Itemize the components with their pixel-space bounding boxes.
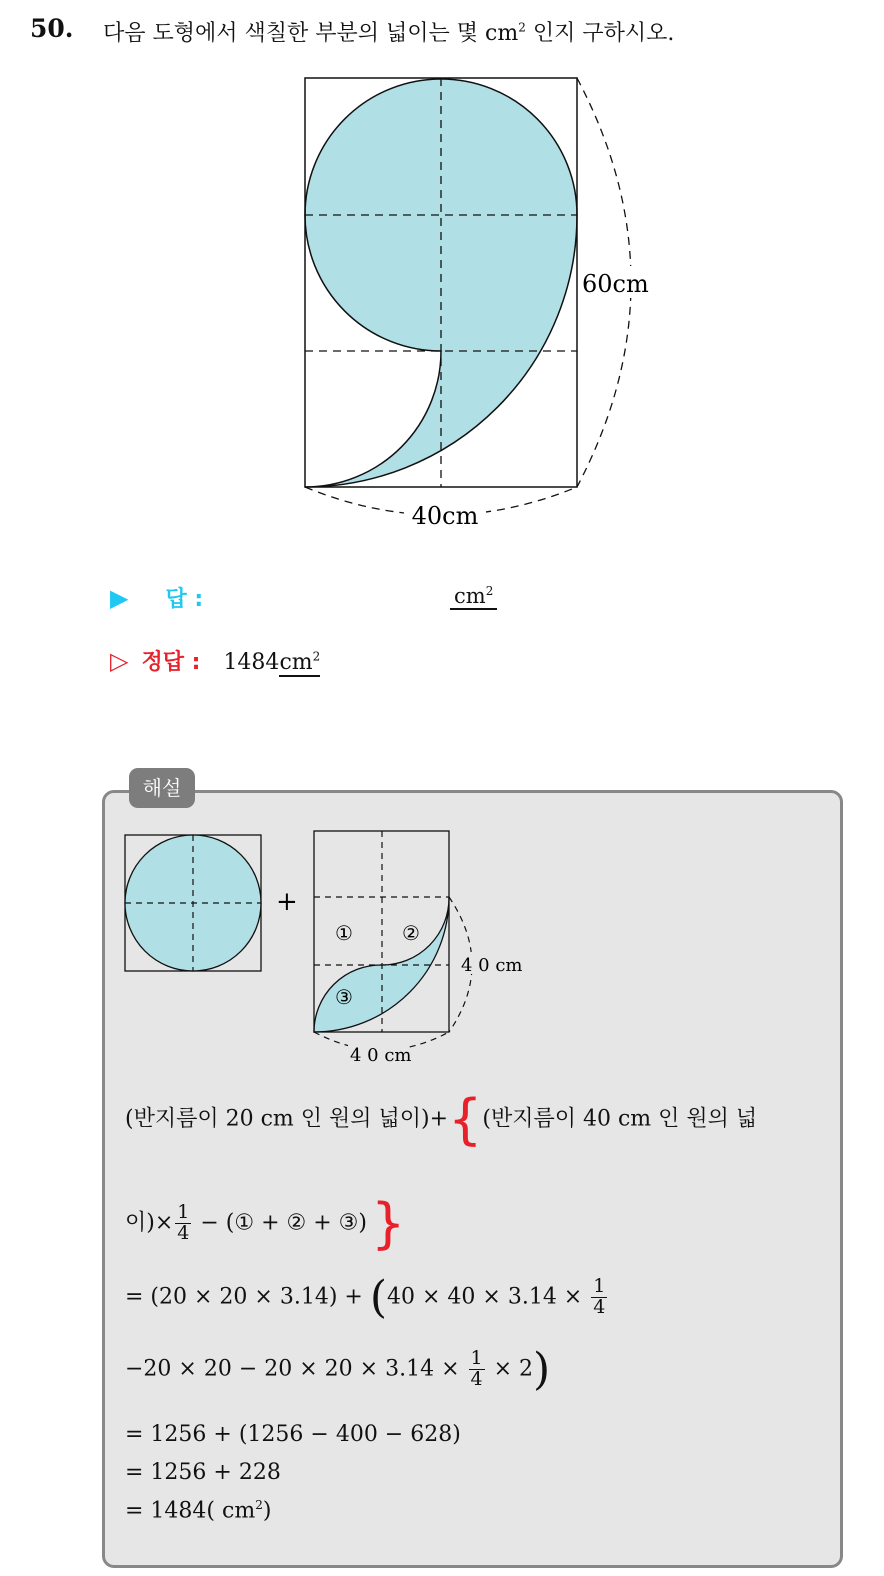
answer-label: 답 : [165,587,204,612]
expl-line-2a: 이)× [125,1210,174,1236]
expl-line-2b: − (① + ② + ③) [193,1210,367,1236]
open-paren: ( [369,1272,387,1323]
answer-unit: cm [454,584,486,608]
region-2-label: ② [402,921,420,945]
expl-line-3 [125,1272,609,1323]
frac-num: 1 [177,1201,190,1224]
answer-unit-exp: 2 [485,584,494,598]
fraction-quarter-2 [591,1277,607,1318]
height-label: 60cm [582,270,649,298]
expl-line-3a: = (20 × 20 × 3.14) + [125,1284,370,1310]
frac-den-3: 4 [470,1368,483,1390]
question-unit: cm [485,21,519,46]
width-label: 40cm [411,502,479,530]
correct-value: 1484 [223,650,280,675]
correct-marker-icon: ▷ [110,647,129,675]
right-brace-icon: } [370,1192,406,1255]
correct-unit-exp: 2 [312,649,321,664]
question-unit-exp: 2 [518,20,526,35]
question-text-after: 인지 구하시오. [525,21,675,46]
plus-sign: + [276,887,298,917]
close-paren: ) [533,1344,551,1395]
expl-line-4 [125,1344,550,1395]
left-brace-icon: { [448,1088,483,1151]
region-3-label: ③ [335,985,353,1009]
expl-line-3b: 40 × 40 × 3.14 × [387,1284,590,1310]
question-number: 50. [30,14,74,43]
expl-line-7 [125,1498,271,1523]
expl-line-5: = 1256 + (1256 − 400 − 628) [125,1422,461,1447]
frac-num-2: 1 [593,1275,606,1298]
expl-line-4b: × 2 [486,1356,534,1382]
frac-den-2: 4 [593,1296,606,1318]
expl-line-1a: (반지름이 20 cm 인 원의 넓이)+ [125,1106,449,1132]
expl-line-1b: (반지름이 40 cm 인 원의 넓 [482,1106,758,1132]
expl-line-4a: −20 × 20 − 20 × 20 × 3.14 × [125,1356,467,1382]
correct-unit: cm [279,650,313,675]
answer-marker-icon: ▶ [110,584,129,612]
fraction-quarter [175,1203,191,1244]
expl-line-1 [125,1088,757,1151]
correct-label: 정답 : [141,650,201,675]
frac-den: 4 [177,1222,190,1244]
explanation-tag: 해설 [129,768,195,808]
expl-line-7b: ) [262,1498,272,1524]
expl-line-7a: = 1484( cm [125,1498,256,1524]
region-1-label: ① [335,921,353,945]
expl-line-2 [125,1192,405,1255]
expl-line-7-exp: 2 [255,1498,263,1512]
question-text-before: 다음 도형에서 색칠한 부분의 넓이는 몇 [103,21,485,46]
frac-num-3: 1 [470,1347,483,1370]
fig-width-label: 4 0 cm [350,1045,412,1066]
expl-line-6: = 1256 + 228 [125,1460,281,1485]
fraction-quarter-3 [469,1349,485,1390]
fig-height-label: 4 0 cm [461,955,523,976]
